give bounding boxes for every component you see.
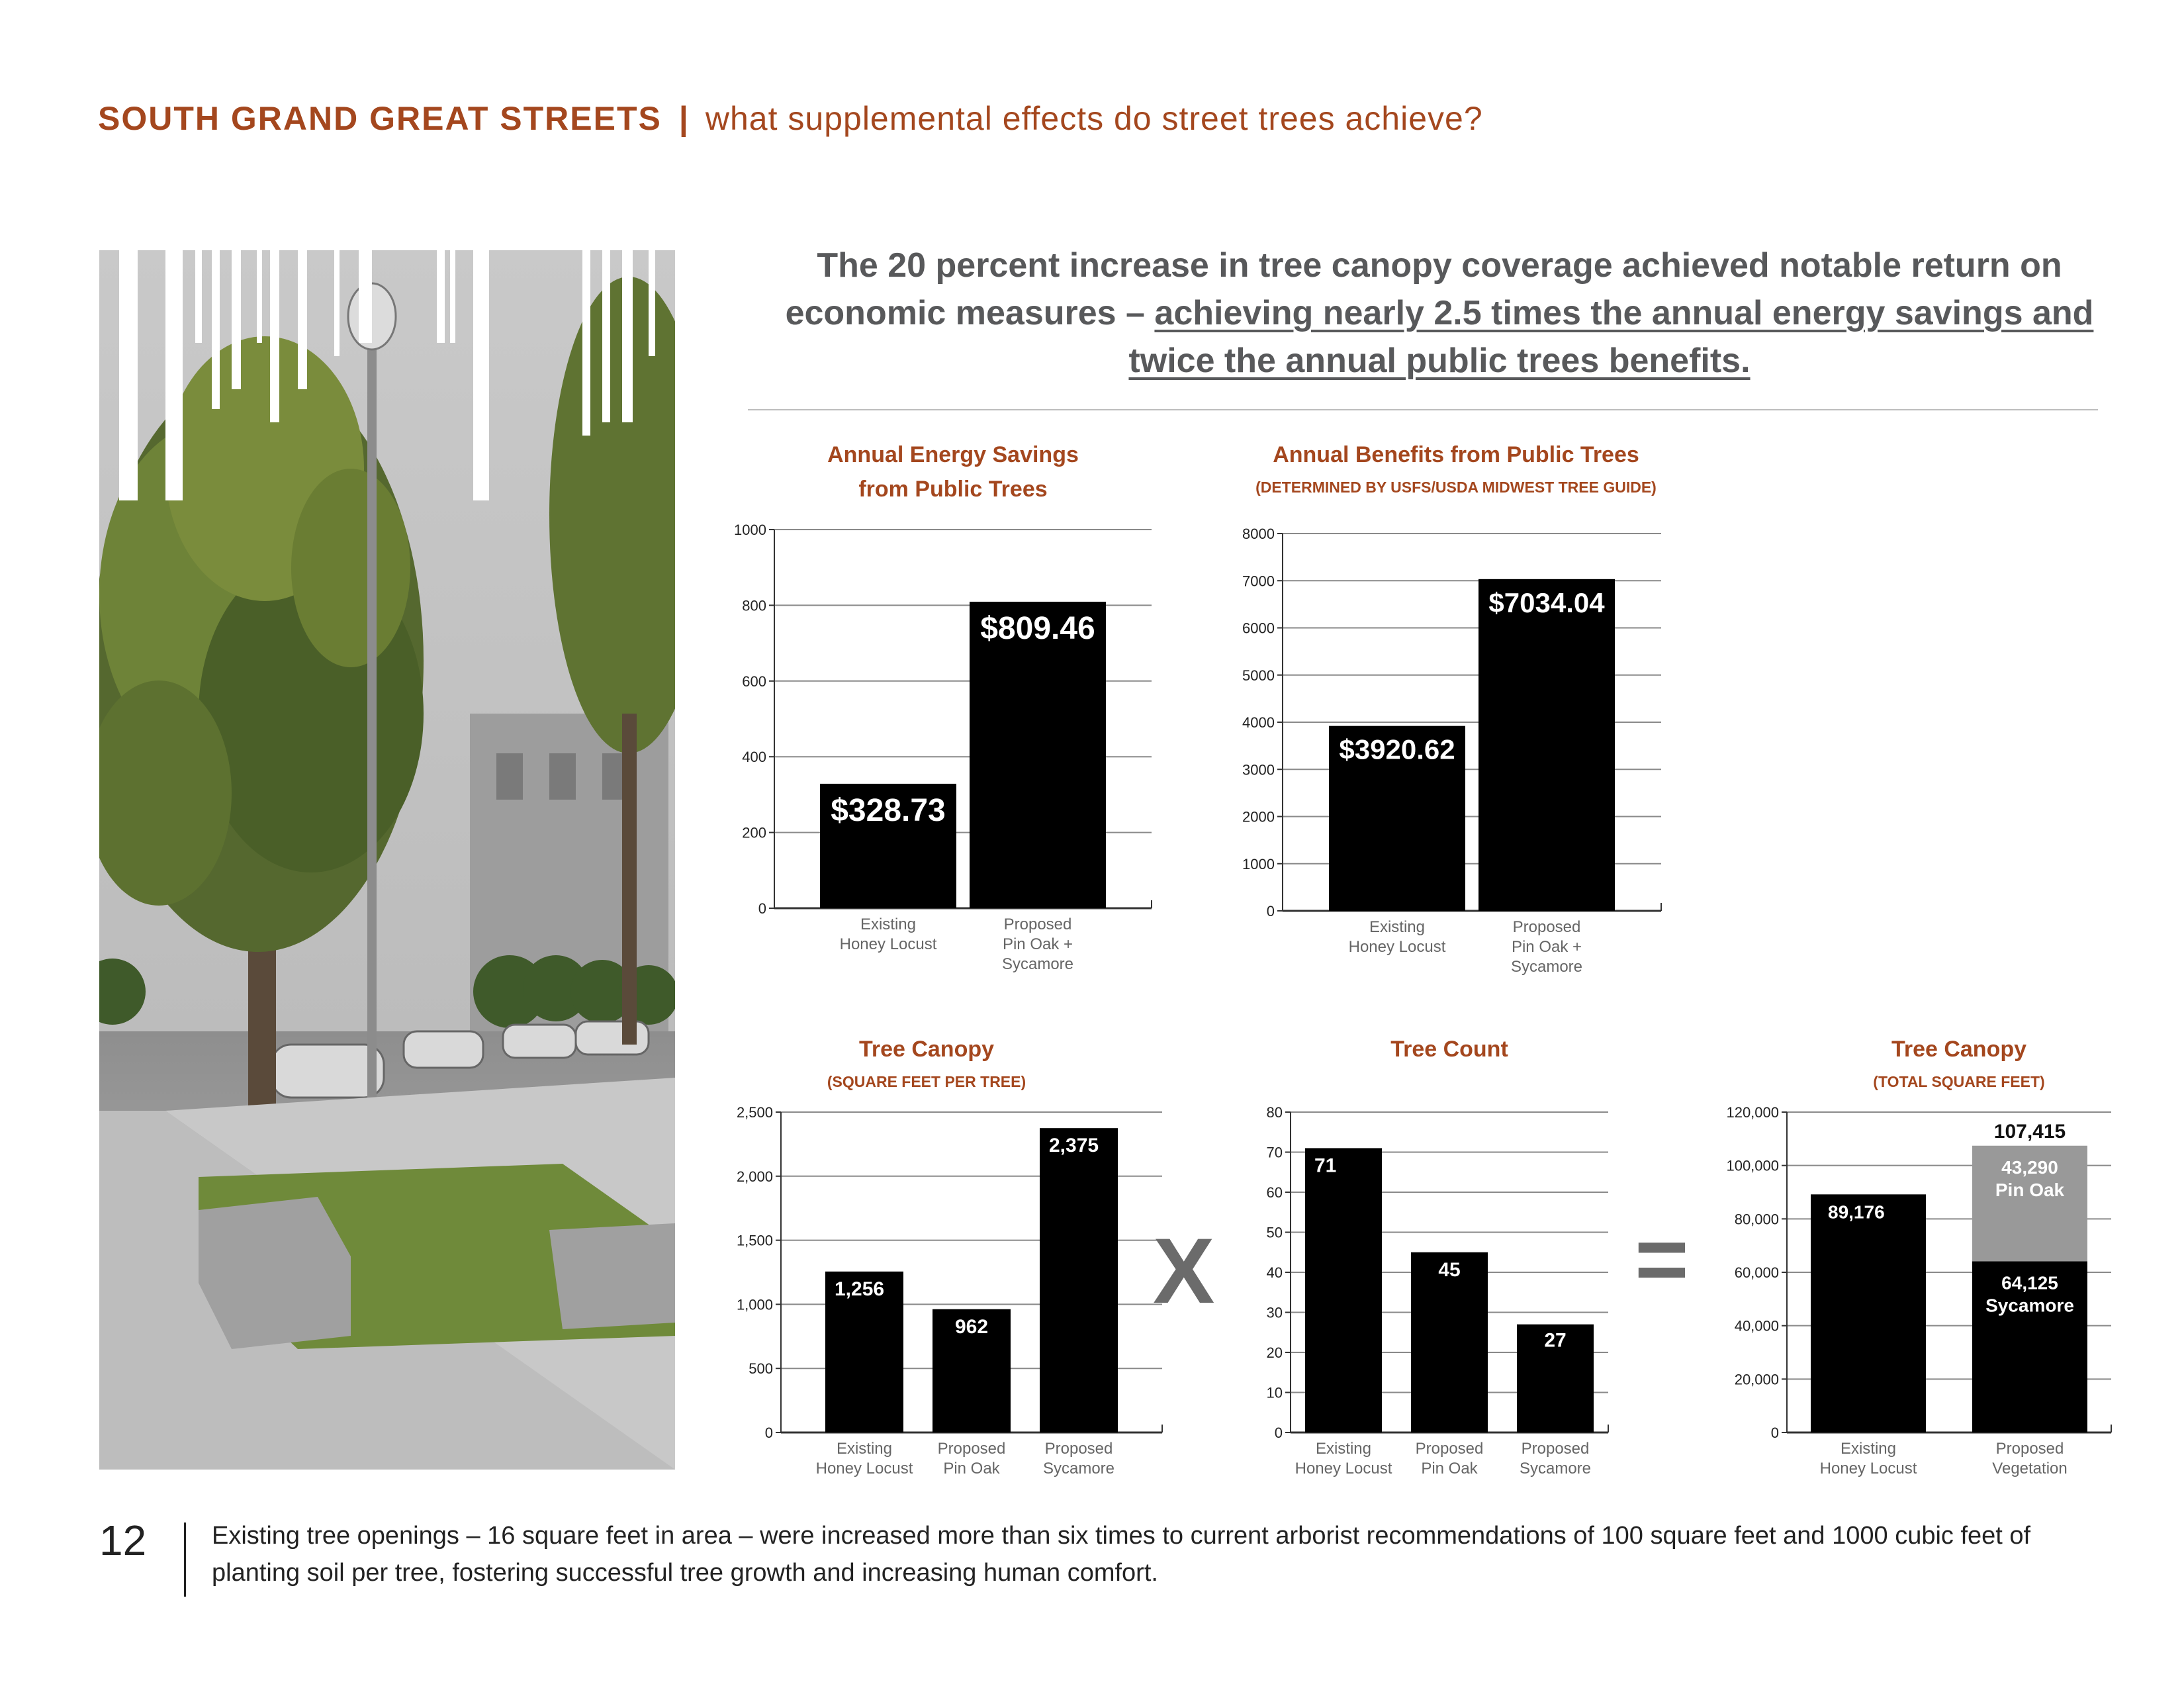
y-tick-label: 30	[1266, 1304, 1283, 1321]
bar-value-label: 45	[1438, 1258, 1461, 1281]
y-tick-label: 0	[758, 900, 766, 917]
bar-value-label: $328.73	[831, 792, 946, 828]
chart-subtitle: (TOTAL SQUARE FEET)	[1873, 1073, 2045, 1090]
chart-annual-benefits	[1205, 437, 1707, 980]
x-category-label: Pin Oak	[943, 1460, 1000, 1477]
y-tick-label: 80	[1266, 1104, 1283, 1121]
x-category-label: Honey Locust	[815, 1460, 913, 1477]
street-tree-photo	[99, 250, 675, 1470]
chart-title: from Public Trees	[858, 477, 1048, 502]
chart-subtitle: (DETERMINED BY USFS/USDA MIDWEST TREE GUIDE)	[1255, 479, 1657, 496]
y-tick-label: 2,500	[736, 1104, 773, 1121]
y-tick-label: 1,500	[736, 1232, 773, 1249]
bar-value-label: Pin Oak	[1995, 1179, 2065, 1200]
bar-value-label: 2,375	[1049, 1135, 1099, 1157]
chart-title: Tree Canopy	[858, 1037, 995, 1062]
x-category-label: Sycamore	[1519, 1460, 1592, 1477]
y-tick-label: 400	[742, 749, 766, 766]
bar	[1305, 1148, 1382, 1432]
headline-divider	[748, 409, 2098, 410]
y-tick-label: 60	[1266, 1184, 1283, 1201]
chart-title: Annual Benefits from Public Trees	[1273, 442, 1639, 467]
bar-value-label: 43,290	[2001, 1156, 2058, 1178]
x-category-label: Existing	[1840, 1440, 1897, 1458]
y-tick-label: 4000	[1242, 714, 1275, 731]
x-category-label: Pin Oak	[1421, 1460, 1478, 1477]
y-tick-label: 2000	[1242, 808, 1275, 825]
chart-tree-count	[1231, 1026, 1615, 1489]
multiply-operator: X	[1153, 1219, 1215, 1323]
x-category-label: Proposed	[1995, 1440, 2064, 1458]
x-category-label: Sycamore	[1510, 958, 1583, 976]
y-tick-label: 0	[1770, 1425, 1779, 1441]
y-tick-label: 0	[1274, 1425, 1283, 1441]
y-tick-label: 70	[1266, 1144, 1283, 1161]
y-tick-label: 1,000	[736, 1296, 773, 1313]
equals-operator: =	[1635, 1207, 1689, 1311]
x-category-label: Honey Locust	[839, 935, 937, 953]
y-tick-label: 3000	[1242, 761, 1275, 778]
bar-total-label: 107,415	[1993, 1120, 2066, 1143]
x-category-label: Sycamore	[1042, 1460, 1115, 1477]
chart-tree-canopy-total	[1707, 1026, 2118, 1489]
x-category-label: Pin Oak +	[1002, 935, 1073, 953]
chart-annual-energy-savings	[728, 437, 1178, 980]
y-tick-label: 800	[742, 597, 766, 614]
bar-value-label: 64,125	[2001, 1272, 2058, 1293]
x-category-label: Existing	[1315, 1440, 1372, 1458]
x-category-label: Proposed	[1512, 918, 1581, 936]
header-separator: |	[678, 100, 688, 137]
y-tick-label: 10	[1266, 1384, 1283, 1401]
x-category-label: Existing	[1369, 918, 1426, 936]
y-tick-label: 20,000	[1734, 1371, 1779, 1388]
x-category-label: Honey Locust	[1348, 938, 1446, 956]
y-tick-label: 500	[749, 1360, 773, 1378]
x-category-label: Honey Locust	[1295, 1460, 1392, 1477]
bar-value-label: 1,256	[835, 1278, 885, 1300]
x-category-label: Proposed	[1044, 1440, 1113, 1458]
bar	[1040, 1128, 1118, 1432]
page-header	[98, 99, 1483, 138]
y-tick-label: 600	[742, 673, 766, 690]
x-category-label: Proposed	[1003, 915, 1072, 933]
y-tick-label: 40	[1266, 1264, 1283, 1281]
bar-value-label: Sycamore	[1985, 1295, 2074, 1316]
y-tick-label: 40,000	[1734, 1317, 1779, 1335]
y-tick-label: 50	[1266, 1224, 1283, 1241]
chart-tree-canopy-per-tree	[721, 1026, 1178, 1489]
bar-value-label: 962	[954, 1315, 989, 1338]
bar-value-label: 89,176	[1828, 1201, 1885, 1223]
y-tick-label: 2,000	[736, 1168, 773, 1185]
header-title: SOUTH GRAND GREAT STREETS	[98, 100, 662, 137]
y-tick-label: 5000	[1242, 667, 1275, 684]
chart-title: Tree Canopy	[1891, 1037, 2027, 1062]
bar-value-label: $809.46	[980, 610, 1095, 646]
x-category-label: Proposed	[937, 1440, 1006, 1458]
x-category-label: Proposed	[1521, 1440, 1590, 1458]
page-number: 12	[99, 1517, 147, 1564]
y-tick-label: 0	[1266, 903, 1275, 919]
x-category-label: Vegetation	[1992, 1460, 2068, 1477]
headline	[761, 242, 2118, 385]
bar-value-label: $7034.04	[1488, 586, 1605, 618]
headline-plain: The 20 percent increase in tree canopy coverage achieved notable return on economic measures –	[785, 246, 2062, 332]
y-tick-label: 8000	[1242, 526, 1275, 542]
y-tick-label: 7000	[1242, 573, 1275, 590]
y-tick-label: 100,000	[1726, 1157, 1779, 1174]
y-tick-label: 200	[742, 824, 766, 841]
x-category-label: Honey Locust	[1819, 1460, 1917, 1477]
x-category-label: Pin Oak +	[1511, 938, 1582, 956]
chart-title: Tree Count	[1390, 1037, 1508, 1062]
x-category-label: Proposed	[1415, 1440, 1484, 1458]
bar-value-label: 27	[1544, 1329, 1567, 1352]
y-tick-label: 120,000	[1726, 1104, 1779, 1121]
x-category-label: Existing	[860, 915, 917, 933]
footer-caption: Existing tree openings – 16 square feet in area – were increased more than six times to current arborist recommendations of 100 square feet and 1000 cubic feet of planting soil per tree, fostering successful tree growth and increasing human comfort.	[212, 1522, 2031, 1587]
bar	[970, 602, 1106, 908]
y-tick-label: 1000	[1242, 855, 1275, 872]
bar-value-label: 71	[1314, 1154, 1337, 1177]
y-tick-label: 80,000	[1734, 1211, 1779, 1228]
chart-subtitle: (SQUARE FEET PER TREE)	[827, 1073, 1026, 1090]
bar-segment	[1811, 1194, 1926, 1432]
header-subtitle: what supplemental effects do street trees achieve?	[705, 100, 1483, 137]
y-tick-label: 20	[1266, 1344, 1283, 1361]
street-tree-illustration	[99, 250, 675, 1470]
x-category-label: Existing	[836, 1440, 893, 1458]
footer-divider	[184, 1523, 186, 1597]
bar-value-label: $3920.62	[1339, 733, 1455, 765]
y-tick-label: 6000	[1242, 620, 1275, 637]
x-category-label: Sycamore	[1001, 955, 1074, 973]
chart-title: Annual Energy Savings	[827, 442, 1079, 467]
headline-underlined: achieving nearly 2.5 times the annual energy savings and twice the annual public trees benefits.	[1128, 294, 2094, 380]
y-tick-label: 1000	[734, 522, 766, 538]
bar	[1479, 579, 1615, 911]
y-tick-label: 60,000	[1734, 1264, 1779, 1281]
y-tick-label: 0	[764, 1425, 773, 1441]
